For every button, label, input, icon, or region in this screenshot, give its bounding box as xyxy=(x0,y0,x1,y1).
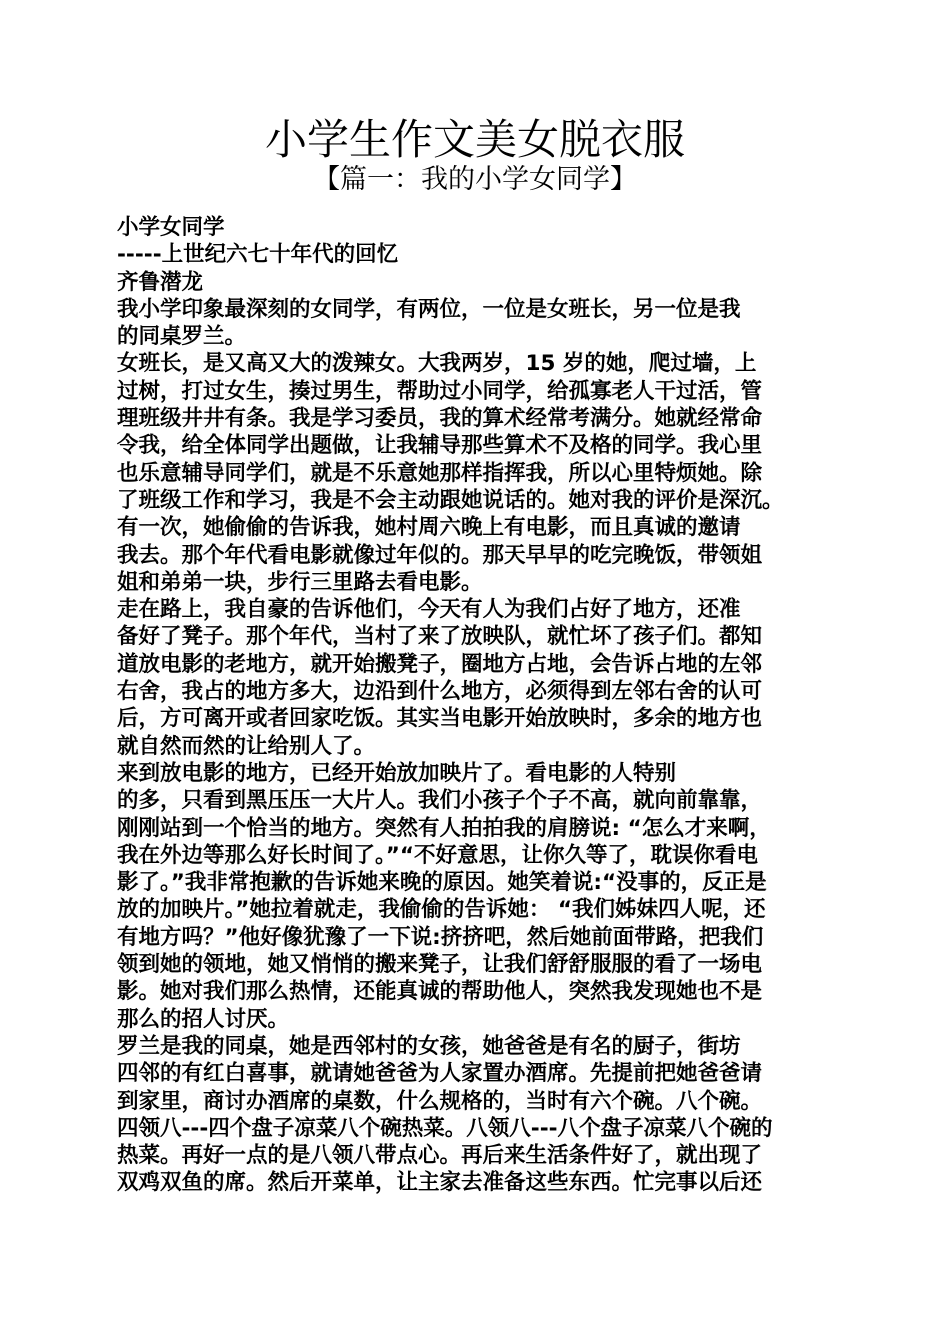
text-line: 领到她的领地，她又悄悄的搬来凳子，让我们舒舒服服的看了一场电 xyxy=(117,952,763,978)
text-line: 那么的招人讨厌。 xyxy=(117,1006,290,1032)
text-line: 我小学印象最深刻的女同学，有两位，一位是女班长，另一位是我 xyxy=(117,296,741,322)
text-line: 放的加映片。”她拉着就走，我偷偷的告诉她： “我们姊妹四人呢，还 xyxy=(117,897,766,923)
text-line: -----上世纪六七十年代的回忆 xyxy=(117,242,399,268)
text-line: 四领八---四个盘子凉菜八个碗热菜。八领八---八个盘子凉菜八个碗的 xyxy=(117,1115,773,1141)
document-subtitle: 【篇一：我的小学女同学】 xyxy=(313,164,637,195)
text-line: 后，方可离开或者回家吃饭。其实当电影开始放映时，多余的地方也 xyxy=(117,706,763,732)
text-line: 女班长，是又高又大的泼辣女。大我两岁，15 岁的她，爬过墙，上 xyxy=(117,351,757,377)
text-line: 齐鲁潜龙 xyxy=(117,269,204,295)
text-line: 右舍，我占的地方多大，边沿到什么地方，必须得到左邻右舍的认可 xyxy=(117,679,763,705)
text-line: 双鸡双鱼的席。然后开菜单，让主家去准备这些东西。忙完事以后还 xyxy=(117,1170,763,1196)
text-line: 有地方吗？”他好像犹豫了一下说:挤挤吧，然后她前面带路，把我们 xyxy=(117,924,764,950)
text-line: 了班级工作和学习，我是不会主动跟她说话的。她对我的评价是深沉。 xyxy=(117,487,784,513)
text-line: 也乐意辅导同学们，就是不乐意她那样指挥我，所以心里特烦她。除 xyxy=(117,460,763,486)
text-line: 有一次，她偷偷的告诉我，她村周六晚上有电影，而且真诚的邀请 xyxy=(117,515,741,541)
text-line: 走在路上，我自豪的告诉他们，今天有人为我们占好了地方，还准 xyxy=(117,597,741,623)
text-line: 的同桌罗兰。 xyxy=(117,324,247,350)
text-line: 的多，只看到黑压压一大片人。我们小孩子个子不高，就向前靠靠， xyxy=(117,788,763,814)
text-line: 刚刚站到一个恰当的地方。突然有人拍拍我的肩膀说: “怎么才来啊， xyxy=(117,815,771,841)
text-line: 影。她对我们那么热情，还能真诚的帮助他人，突然我发现她也不是 xyxy=(117,979,763,1005)
text-line: 令我，给全体同学出题做，让我辅导那些算术不及格的同学。我心里 xyxy=(117,433,763,459)
text-line: 理班级井井有条。我是学习委员，我的算术经常考满分。她就经常命 xyxy=(117,406,763,432)
text-line: 姐和弟弟一块，步行三里路去看电影。 xyxy=(117,569,483,595)
text-line: 备好了凳子。那个年代，当村了来了放映队，就忙坏了孩子们。都知 xyxy=(117,624,763,650)
text-line: 我去。那个年代看电影就像过年似的。那天早早的吃完晚饭，带领姐 xyxy=(117,542,763,568)
text-line: 道放电影的老地方，就开始搬凳子，圈地方占地，会告诉占地的左邻 xyxy=(117,651,763,677)
text-line: 我在外边等那么好长时间了。”“不好意思，让你久等了，耽误你看电 xyxy=(117,842,759,868)
text-line: 到家里，商讨办酒席的桌数，什么规格的，当时有六个碗。八个碗。 xyxy=(117,1088,763,1114)
document-body xyxy=(117,214,857,1197)
text-line: 就自然而然的让给别人了。 xyxy=(117,733,376,759)
text-line: 来到放电影的地方，已经开始放加映片了。看电影的人特别 xyxy=(117,760,677,786)
text-line: 过树，打过女生，揍过男生，帮助过小同学，给孤寡老人干过活，管 xyxy=(117,378,763,404)
text-line: 罗兰是我的同桌，她是西邻村的女孩，她爸爸是有名的厨子，街坊 xyxy=(117,1033,741,1059)
text-line: 影了。”我非常抱歉的告诉她来晚的原因。她笑着说:“没事的，反正是 xyxy=(117,870,767,896)
text-line: 小学女同学 xyxy=(117,215,225,240)
text-line: 热菜。再好一点的是八领八带点心。再后来生活条件好了，就出现了 xyxy=(117,1143,763,1169)
text-line: 四邻的有红白喜事，就请她爸爸为人家置办酒席。先提前把她爸爸请 xyxy=(117,1061,763,1087)
document-title: 小学生作文美女脱衣服 xyxy=(264,115,685,164)
